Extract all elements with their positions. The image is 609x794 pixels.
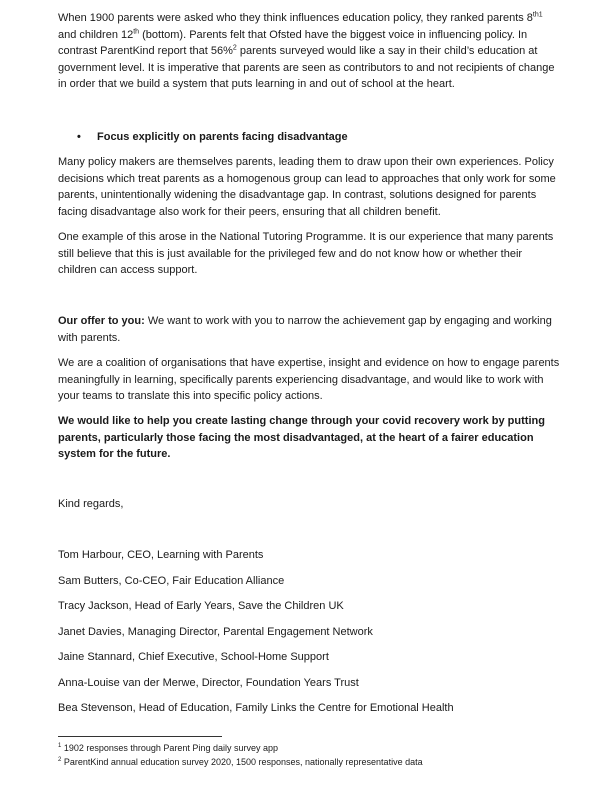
footnote-text: ParentKind annual education survey 2020, 1500 responses, nationally representative data [61, 757, 423, 767]
offer-paragraph [58, 313, 563, 346]
offer-text: We want to work with you to narrow the achievement gap by engaging and working with parents. [58, 315, 552, 344]
footnote-mark: 1 [58, 743, 62, 749]
bullet-heading-text: Focus explicitly on parents facing disadvantage [97, 131, 348, 143]
signatory: Jaine Stannard, Chief Executive, School-Home Support [58, 651, 329, 663]
coalition-paragraph: We are a coalition of organisations that have expertise, insight and evidence on how to engage parents meaningfully in learning, specifically parents experiencing disadvantage, and would like to work with your teams to translate this into specific policy actions. [58, 357, 560, 402]
signatory: Bea Stevenson, Head of Education, Family Links the Centre for Emotional Health [58, 702, 454, 714]
signatory: Tracy Jackson, Head of Early Years, Save the Children UK [58, 600, 344, 612]
bullet-icon: • [77, 131, 81, 143]
signatory: Janet Davies, Managing Director, Parental Engagement Network [58, 626, 373, 638]
signatory: Anna-Louise van der Merwe, Director, Foundation Years Trust [58, 677, 359, 689]
ordinal-suffix: th [133, 27, 140, 35]
intro-paragraph [58, 10, 563, 93]
policy-paragraph: Many policy makers are themselves parents, leading them to draw upon their own experiences. Policy decisions which treat parents as a homogenous group can lead to approaches that only work for some parents, unintentionally widening the disadvantage gap. In contrast, solutions designed for parents facing disadvantage also work for their peers, ensuring that all children benefit. [58, 156, 556, 218]
footnote-ref-1: th1 [532, 11, 543, 19]
intro-text-3: (bottom). Parents felt that Ofsted have the biggest voice in influencing policy. In contrast ParentKind report that 56% [58, 28, 528, 57]
signatory: Tom Harbour, CEO, Learning with Parents [58, 549, 264, 561]
footnote-1 [58, 742, 278, 754]
intro-text-4: parents surveyed would like a say in their child’s education at government level. It is imperative that parents are seen as contributors to and not recipients of change in order that we build a system that puts learning in and out of school at the heart. [58, 45, 555, 90]
closing-salutation: Kind regards, [58, 498, 124, 510]
footnote-ref-2: 2 [232, 44, 237, 52]
intro-text-1: When 1900 parents were asked who they think influences education policy, they ranked parents 8 [58, 12, 533, 24]
example-paragraph: One example of this arose in the National Tutoring Programme. It is our experience that many parents still believe that this is just available for the privileged few and do not know how or whether their children can access support. [58, 231, 554, 276]
footnote-mark: 2 [58, 757, 62, 763]
footnote-divider [58, 736, 222, 737]
footnote-2 [58, 756, 423, 768]
help-paragraph: We would like to help you create lasting change through your covid recovery work by putting parents, particularly those facing the most disadvantaged, at the heart of a fairer education system for the future. [58, 415, 545, 460]
signatory: Sam Butters, Co-CEO, Fair Education Alliance [58, 575, 285, 587]
offer-label: Our offer to you: [58, 315, 145, 327]
intro-text-2: and children 12 [58, 28, 134, 41]
footnote-text: 1902 responses through Parent Ping daily survey app [61, 743, 278, 753]
